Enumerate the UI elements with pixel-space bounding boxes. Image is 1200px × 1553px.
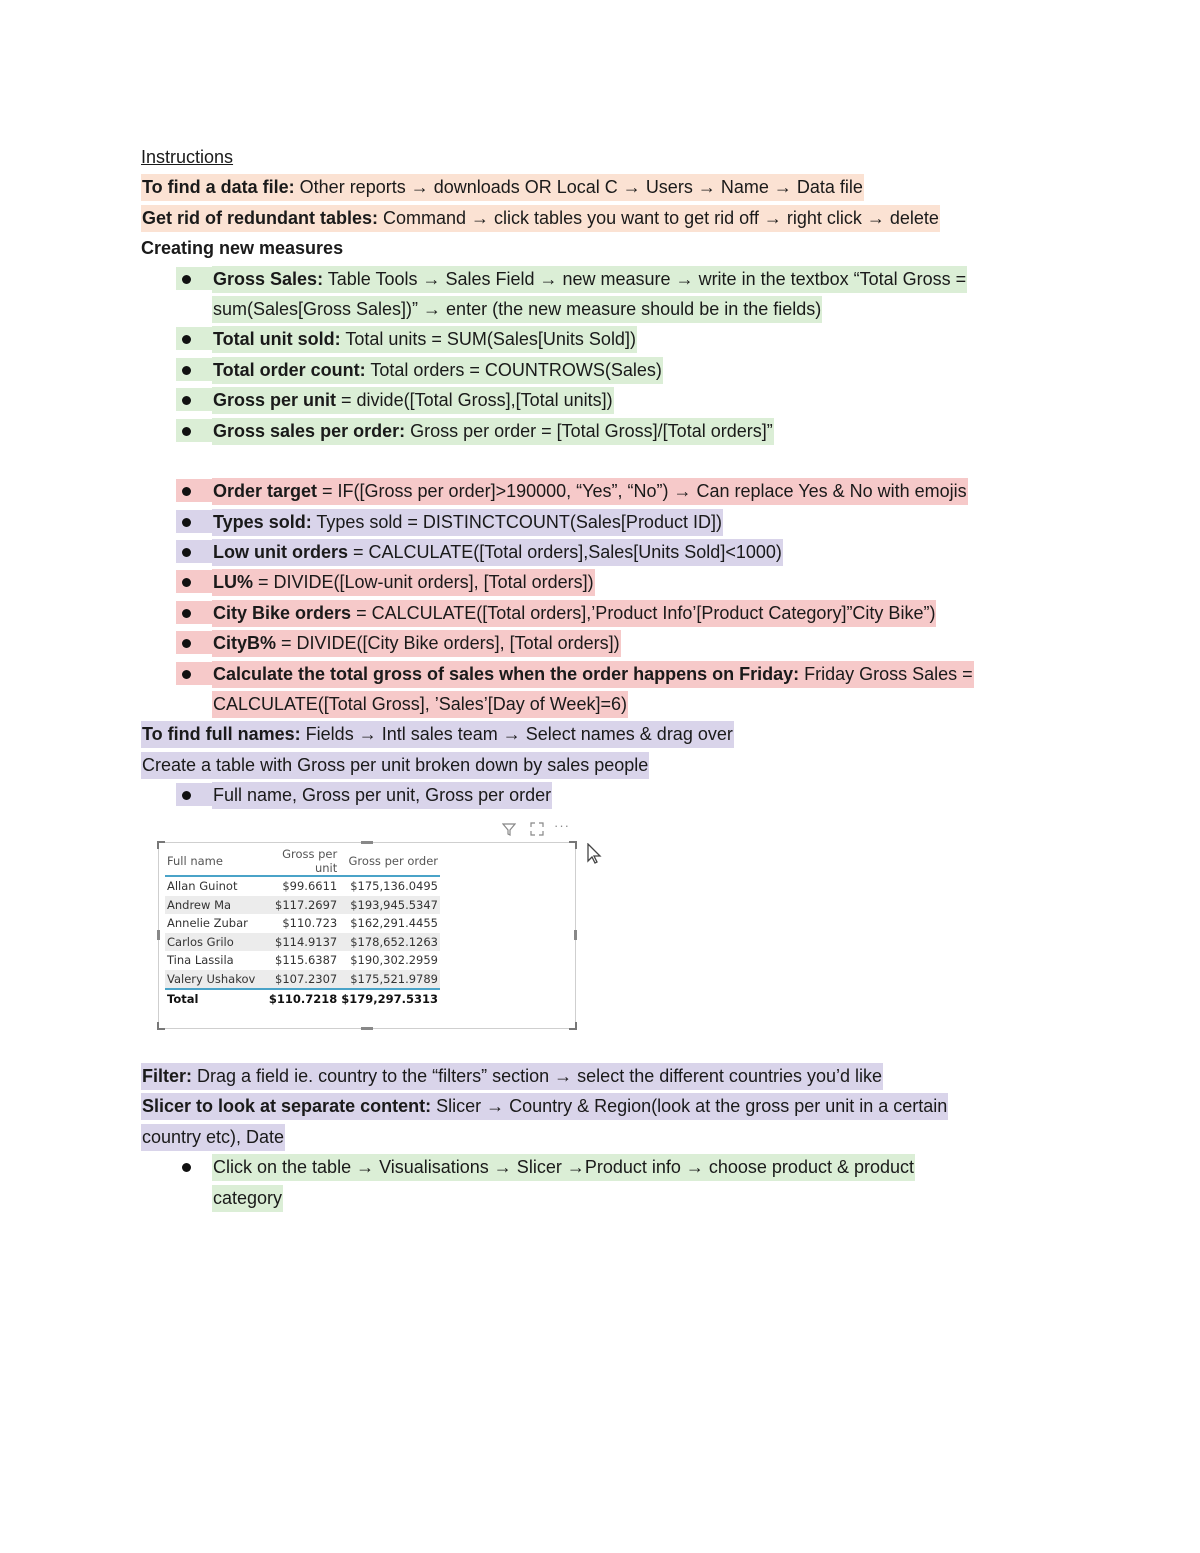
column-header[interactable]: Gross per order <box>339 847 440 876</box>
resize-handle[interactable] <box>361 841 373 844</box>
list-item: Low unit orders = CALCULATE([Total orders],Sales[Units Sold]<1000) <box>141 537 1041 567</box>
table-row[interactable]: Allan Guinot $99.6611 $175,136.0495 <box>167 879 438 894</box>
table-header-row <box>165 847 440 876</box>
mouse-cursor-icon <box>586 843 604 871</box>
list-item: LU% = DIVIDE([Low-unit orders], [Total orders]) <box>141 567 1041 597</box>
document-body <box>141 142 1041 811</box>
bullet-icon <box>182 1163 191 1172</box>
table-row[interactable]: Tina Lassila $115.6387 $190,302.2959 <box>167 953 438 968</box>
list-item: CityB% = DIVIDE([City Bike orders], [Total orders]) <box>141 628 1041 658</box>
list-item: Total order count: Total orders = COUNTROWS(Sales) <box>141 355 1041 385</box>
sales-people-table <box>165 847 440 1009</box>
slicer-line: Slicer to look at separate content: Slicer → Country & Region(look at the gross per unit in a certain <box>141 1091 1041 1121</box>
table-row[interactable]: Valery Ushakov $107.2307 $175,521.9789 <box>165 970 440 990</box>
table-row[interactable]: Andrew Ma $117.2697 $193,945.5347 <box>165 896 440 915</box>
list-item: Calculate the total gross of sales when the order happens on Friday: Friday Gross Sales = <box>141 659 1041 689</box>
list-item: Click on the table → Visualisations → Slicer →Product info → choose product & product <box>141 1152 1041 1182</box>
bullet-icon <box>182 670 191 679</box>
bullet-icon <box>182 609 191 618</box>
instructions-heading: Instructions <box>141 147 234 167</box>
create-table-line: Create a table with Gross per unit broken down by sales people <box>141 750 1041 780</box>
table-visual[interactable] <box>158 842 576 1029</box>
redundant-tables-line: Get rid of redundant tables: Command → click tables you want to get rid off → right click → delete <box>141 203 1041 233</box>
focus-mode-icon[interactable] <box>530 822 544 839</box>
resize-handle[interactable] <box>574 930 577 940</box>
table-row[interactable]: Annelie Zubar $110.723 $162,291.4455 <box>167 916 438 931</box>
filter-icon[interactable] <box>502 822 516 839</box>
find-data-file-line: To find a data file: Other reports → downloads OR Local C → Users → Name → Data file <box>141 172 1041 202</box>
list-item: Gross per unit = divide([Total Gross],[Total units]) <box>141 385 1041 415</box>
slicer-line-continued: country etc), Date <box>141 1122 1041 1152</box>
more-options-icon[interactable]: ··· <box>554 818 570 833</box>
list-item: Full name, Gross per unit, Gross per order <box>141 780 1041 810</box>
resize-corner[interactable] <box>157 1022 165 1030</box>
filter-line: Filter: Drag a field ie. country to the “filters” section → select the different countries you’d like <box>141 1061 1041 1091</box>
resize-corner[interactable] <box>569 1022 577 1030</box>
resize-handle[interactable] <box>361 1027 373 1030</box>
resize-handle[interactable] <box>157 930 160 940</box>
resize-corner[interactable] <box>157 841 165 849</box>
document-lower-section <box>141 1061 1041 1213</box>
bullet-icon <box>182 548 191 557</box>
bullet-icon <box>182 366 191 375</box>
resize-corner[interactable] <box>569 841 577 849</box>
list-item: Gross Sales: Table Tools → Sales Field → new measure → write in the textbox “Total Gross = <box>141 264 1041 294</box>
list-item: Gross sales per order: Gross per order = [Total Gross]/[Total orders]” <box>141 416 1041 446</box>
list-item: Types sold: Types sold = DISTINCTCOUNT(Sales[Product ID]) <box>141 507 1041 537</box>
creating-measures-heading: Creating new measures <box>141 238 344 259</box>
column-header[interactable]: Full name <box>165 847 257 876</box>
visual-toolbar <box>502 818 572 840</box>
list-item: Order target = IF([Gross per order]>190000, “Yes”, “No”) → Can replace Yes & No with emojis <box>141 476 1041 506</box>
bullet-icon <box>182 518 191 527</box>
table-total-row: Total $110.7218 $179,297.5313 <box>165 989 440 1009</box>
bullet-icon <box>182 427 191 436</box>
list-item: City Bike orders = CALCULATE([Total orders],’Product Info’[Product Category]”City Bike”) <box>141 598 1041 628</box>
list-item-continued: CALCULATE([Total Gross], ’Sales’[Day of Week]=6) <box>141 689 1041 719</box>
full-names-line: To find full names: Fields → Intl sales team → Select names & drag over <box>141 719 1041 749</box>
list-item-continued: sum(Sales[Gross Sales])” → enter (the new measure should be in the fields) <box>141 294 1041 324</box>
list-item-continued: category <box>141 1183 1041 1213</box>
table-row[interactable]: Carlos Grilo $114.9137 $178,652.1263 <box>165 933 440 952</box>
list-item: Total unit sold: Total units = SUM(Sales[Units Sold]) <box>141 324 1041 354</box>
column-header[interactable]: Gross per unit <box>257 847 339 876</box>
bullet-icon <box>182 275 191 284</box>
